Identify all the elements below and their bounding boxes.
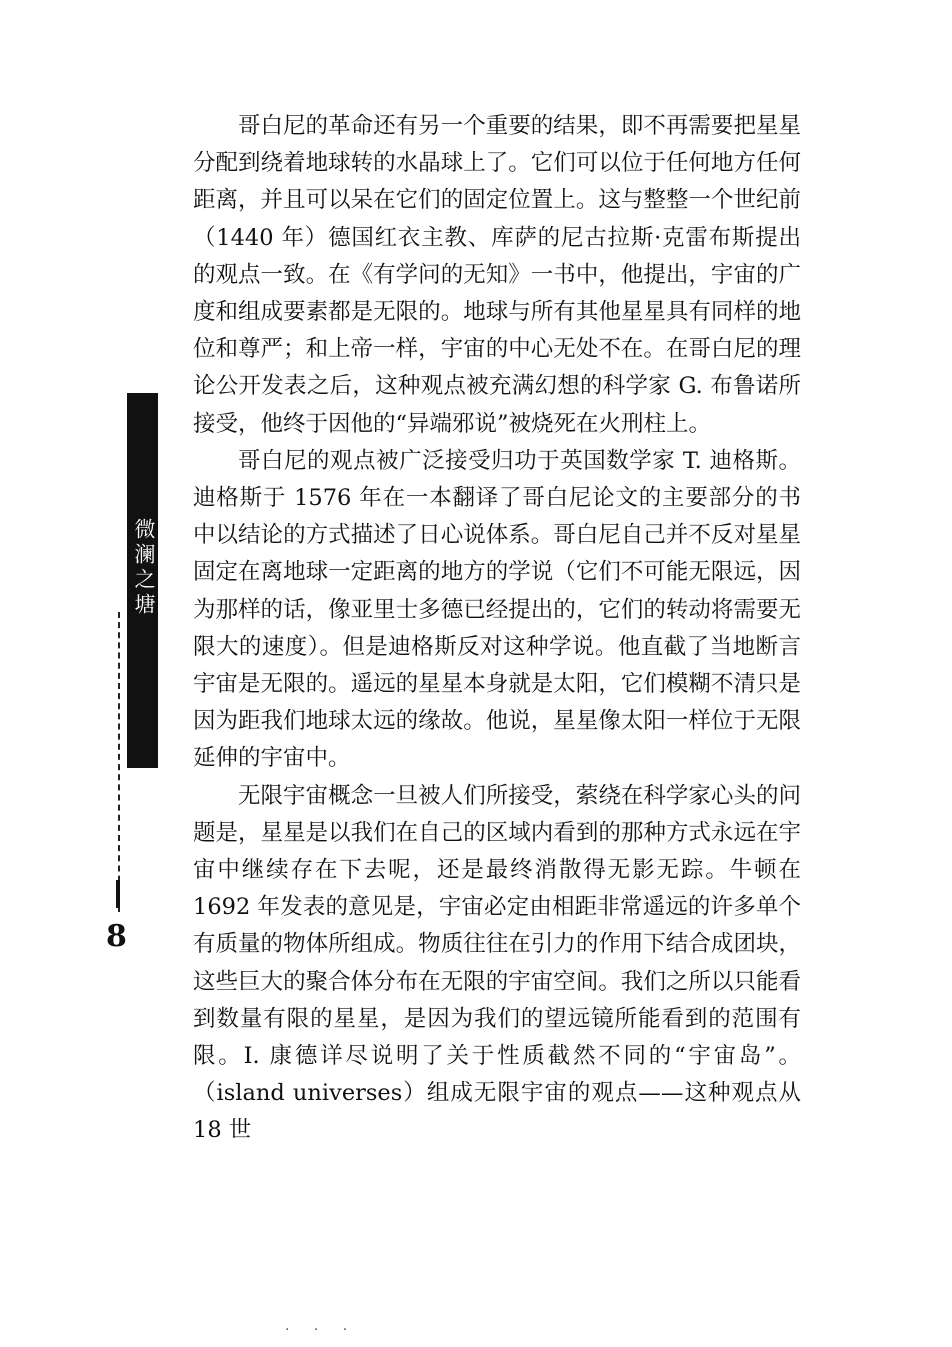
paragraph: 哥白尼的观点被广泛接受归功于英国数学家 T. 迪格斯。迪格斯于 1576 年在一本翻译了哥白尼论文的主要部分的书中以结论的方式描述了日心说体系。哥白尼自己并不反对星星固定在离地球一定距离的地方的学说（它们不可能无限远，因为那样的话，像亚里士多德已经提出的，它们的转动将需要无限大的速度）。但是迪格斯反对这种学说。他直截了当地断言宇宙是无限的。遥远的星星本身就是太阳，它们模糊不清只是因为距我们地球太远的缘故。他说，星星像太阳一样位于无限延伸的宇宙中。 [193,447,801,772]
page-number: 8 [106,919,127,954]
margin-rule-marker [116,880,120,908]
paragraph: 无限宇宙概念一旦被人们所接受，萦绕在科学家心头的问题是，星星是以我们在自己的区域内看到的那种方式永远在宇宙中继续存在下去呢，还是最终消散得无影无踪。牛顿在 1692 年发表的意见是，宇宙必定由相距非常遥远的许多单个有质量的物体所组成。物质往往在引力的作用下结合成团块，这些巨大的聚合体分布在无限的宇宙空间。我们之所以只能看到数量有限的星星，是因为我们的望远镜所能看到的范围有限。I. 康德详尽说明了关于性质截然不同的“宇宙岛”。（island universes）组成无限宇宙的观点——这种观点从 18 世 [193,782,801,1144]
body-text [193,108,801,1150]
paragraph: 哥白尼的革命还有另一个重要的结果，即不再需要把星星分配到绕着地球转的水晶球上了。它们可以位于任何地方任何距离，并且可以呆在它们的固定位置上。这与整整一个世纪前（1440 年）德国红衣主教、库萨的尼古拉斯·克雷布斯提出的观点一致。在《有学问的无知》一书中，他提出，宇宙的广度和组成要素都是无限的。地球与所有其他星星具有同样的地位和尊严；和上帝一样，宇宙的中心无处不在。在哥白尼的理论公开发表之后，这种观点被充满幻想的科学家 G. 布鲁诺所接受，他终于因他的“异端邪说”被烧死在火刑柱上。 [193,113,801,437]
margin-rule [118,612,120,912]
footer-marks: . . . [285,1318,358,1334]
side-title: 微澜之塘 [132,518,156,618]
